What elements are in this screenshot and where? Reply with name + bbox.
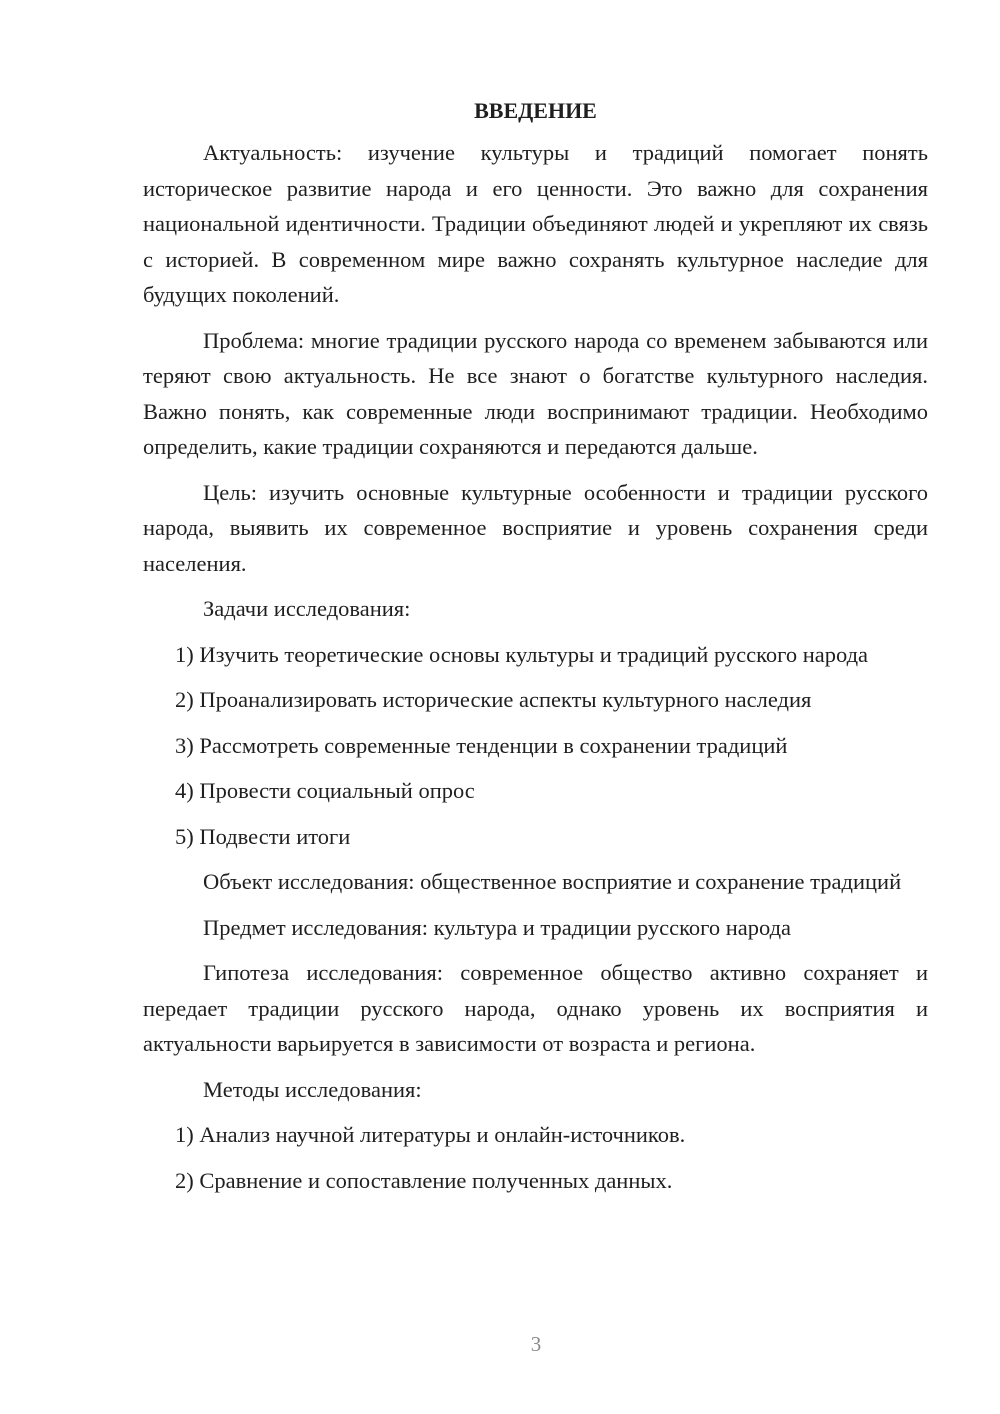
method-item-1: 1) Анализ научной литературы и онлайн-источников.	[175, 1122, 686, 1147]
task-item-5: 5) Подвести итоги	[175, 823, 351, 849]
problem-paragraph: Проблема: многие традиции русского народа со временем забываются или теряют свою актуальность. Не все знают о богатстве культурного наследия. Важно понять, как современные люди воспринимают традиции. Необходимо определить, какие традиции сохраняются и передаются дальше.	[143, 327, 928, 459]
hypothesis-paragraph: Гипотеза исследования: современное общество активно сохраняет и передает традиции русского народа, однако уровень их восприятия и актуальности варьируется в зависимости от возраста и региона.	[143, 960, 928, 1056]
task-item-2: 2) Проанализировать исторические аспекты культурного наследия	[175, 687, 812, 712]
task-item-4: 4) Провести социальный опрос	[175, 778, 475, 803]
method-item-2: 2) Сравнение и сопоставление полученных данных.	[175, 1167, 673, 1193]
relevance-paragraph: Актуальность: изучение культуры и традиций помогает понять историческое развитие народа и его ценности. Это важно для сохранения национальной идентичности. Традиции объединяют людей и укрепляют их связь с историей. В современном мире важно сохранять культурное наследие для будущих поколений.	[143, 140, 928, 307]
tasks-heading: Задачи исследования:	[203, 596, 411, 621]
task-item-3: 3) Рассмотреть современные тенденции в сохранении традиций	[175, 732, 788, 758]
page-number: 3	[530, 1332, 542, 1356]
methods-heading: Методы исследования:	[203, 1076, 422, 1102]
document-page	[143, 96, 928, 1208]
page-title: ВВЕДЕНИЕ	[474, 98, 597, 123]
goal-paragraph: Цель: изучить основные культурные особенности и традиции русского народа, выявить их современное восприятие и уровень сохранения среди населения.	[143, 479, 928, 576]
subject-paragraph: Предмет исследования: культура и традиции русского народа	[203, 914, 792, 940]
task-item-1: 1) Изучить теоретические основы культуры и традиций русского народа	[175, 641, 869, 667]
object-paragraph: Объект исследования: общественное восприятие и сохранение традиций	[203, 869, 902, 894]
